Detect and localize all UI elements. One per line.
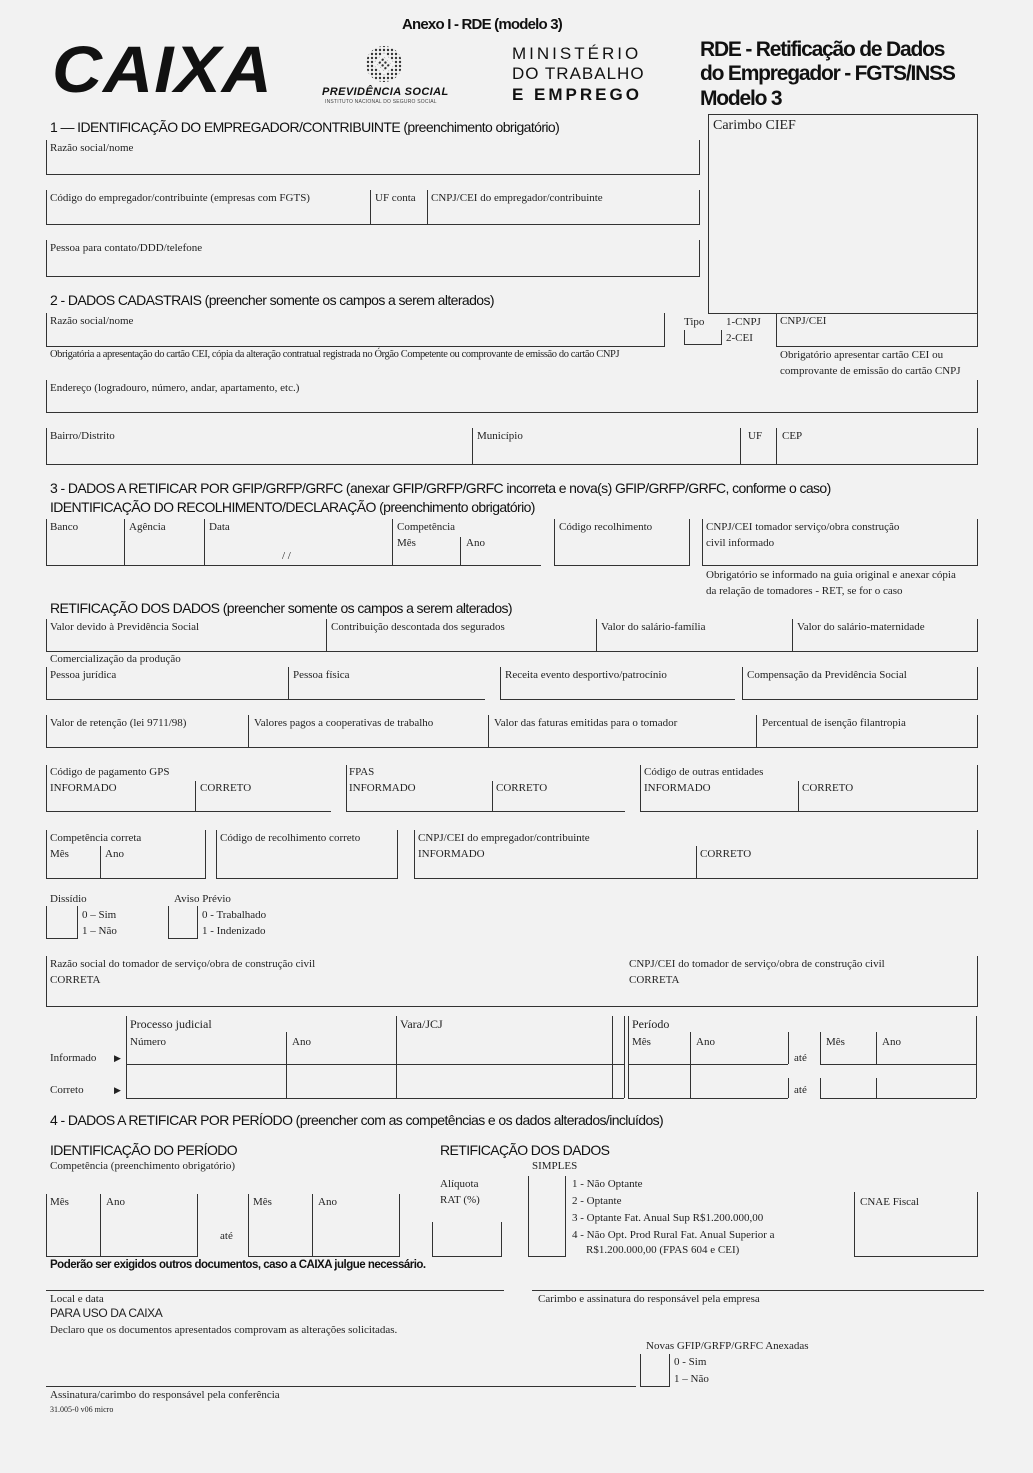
ministerio-line-3: E EMPREGO: [512, 85, 642, 104]
cnpj-cadastral-label: CNPJ/CEI: [780, 315, 827, 327]
comercializacao-label: Comercialização da produção: [50, 653, 181, 665]
periodo-ate-2: até: [794, 1084, 807, 1096]
codigo-recolhimento-label: Código recolhimento: [559, 521, 653, 533]
pessoa-fisica-label: Pessoa física: [293, 669, 350, 681]
periodo-mes-label: Mês: [632, 1036, 651, 1048]
divider: [776, 428, 777, 464]
tipo-field[interactable]: [684, 330, 722, 345]
divider: [690, 1032, 691, 1098]
novas-nao-label: 1 – Não: [674, 1373, 709, 1385]
processo-row-line: [126, 1064, 624, 1065]
pessoa-contato-label: Pessoa para contato/DDD/telefone: [50, 242, 203, 254]
periodo-label: Período: [632, 1017, 670, 1031]
form-code: 31.005-0 v06 micro: [50, 1405, 114, 1414]
aviso-previo-box[interactable]: [168, 906, 198, 939]
divider: [492, 781, 493, 811]
periodo-mes2-label: Mês: [826, 1036, 845, 1048]
simples-opt-4a: 4 - Não Opt. Prod Rural Fat. Anual Superior a: [572, 1229, 775, 1241]
pessoa-juridica-label: Pessoa jurídica: [50, 669, 117, 681]
faturas-label: Valor das faturas emitidas para o tomador: [494, 717, 678, 729]
cnpj-tomador-obra-label: CNPJ/CEI do tomador de serviço/obra de construção civil: [629, 958, 885, 970]
simples-box[interactable]: [528, 1176, 566, 1257]
periodo-row-line: [628, 1064, 788, 1065]
ministerio-line-2-text: DO TRABALHO: [512, 64, 645, 83]
tipo-2-label: 2-CEI: [726, 332, 753, 344]
municipio-label: Município: [477, 430, 523, 442]
divider: [788, 1032, 789, 1064]
razao-tomador-correta-label: CORRETA: [50, 974, 101, 986]
section-1-heading: 1 — IDENTIFICAÇÃO DO EMPREGADOR/CONTRIBUINTE (preenchimento obrigatório): [50, 119, 560, 135]
periodo-inicio-ano-label: Ano: [106, 1196, 125, 1208]
gps-informado-label: INFORMADO: [50, 782, 117, 794]
declaro-label: Declaro que os documentos apresentados comprovam as alterações solicitadas.: [50, 1324, 398, 1336]
previdencia-logo: PREVIDÊNCIA SOCIAL: [322, 86, 449, 98]
periodo-ano-label: Ano: [696, 1036, 715, 1048]
periodo-inicio-mes-label: Mês: [50, 1196, 69, 1208]
local-data-label: Local e data: [50, 1293, 104, 1305]
form-title-2: do Empregador - FGTS/INSS: [700, 62, 955, 85]
dissidio-nao-label: 1 – Não: [82, 925, 117, 937]
cnpj-tomador-label-2: civil informado: [706, 537, 775, 549]
cnpj-emp-correto-value-label: CORRETO: [700, 848, 752, 860]
informado-row-label: Informado: [50, 1052, 97, 1064]
divider: [628, 1016, 629, 1098]
fpas-label: FPAS: [349, 766, 375, 778]
assinatura-label: Assinatura/carimbo do responsável pela conferência: [50, 1389, 280, 1401]
simples-opt-1: 1 - Não Optante: [572, 1178, 643, 1190]
tipo-1-label: 1-CNPJ: [726, 316, 761, 328]
razao-tomador-label: Razão social do tomador de serviço/obra de construção civil: [50, 958, 316, 970]
periodo-row-line: [820, 1064, 976, 1065]
local-data-line: [46, 1290, 504, 1291]
gps-correto-label: CORRETO: [200, 782, 252, 794]
cod-rec-correto-label: Código de recolhimento correto: [220, 832, 361, 844]
annex-title: Anexo I - RDE (modelo 3): [402, 16, 562, 33]
divider: [740, 428, 741, 464]
data-slash: / /: [282, 550, 291, 562]
compensacao-label: Compensação da Previdência Social: [747, 669, 907, 681]
razao-social-cadastral-label: Razão social/nome: [50, 315, 134, 327]
novas-gfip-label: Novas GFIP/GRFP/GRFC Anexadas: [646, 1340, 809, 1352]
aviso-trabalhado-label: 0 - Trabalhado: [202, 909, 267, 921]
divider: [664, 313, 665, 346]
correto-row-label: Correto: [50, 1084, 84, 1096]
salario-familia-label: Valor do salário-família: [601, 621, 706, 633]
fpas-correto-label: CORRETO: [496, 782, 548, 794]
simples-opt-3: 3 - Optante Fat. Anual Sup R$1.200.000,00: [572, 1212, 764, 1224]
divider: [876, 1032, 877, 1064]
form-title-1: RDE - Retificação de Dados: [700, 38, 945, 61]
divider: [696, 846, 697, 878]
uf-conta-label: UF conta: [375, 192, 416, 204]
periodo-fim-ano-label: Ano: [318, 1196, 337, 1208]
obrigatoria-note: Obrigatória a apresentação do cartão CEI, cópia da alteração contratual registrada no Órgão Competente ou comprovante de emissão do cartão CNPJ: [50, 349, 620, 360]
gps-label: Código de pagamento GPS: [50, 766, 170, 778]
aviso-previo-label: Aviso Prévio: [174, 893, 231, 905]
vara-label: Vara/JCJ: [400, 1017, 443, 1031]
ministerio-line-2: [512, 64, 645, 83]
informado-arrow-icon: ▶: [114, 1053, 121, 1063]
cnpj-empregador-label: CNPJ/CEI do empregador/contribuinte: [431, 192, 603, 204]
tipo-label: Tipo: [684, 316, 705, 328]
divider: [472, 428, 473, 464]
competencia-label: Competência: [397, 521, 456, 533]
divider: [876, 1078, 877, 1098]
uso-caixa-label: PARA USO DA CAIXA: [50, 1306, 163, 1320]
previdencia-sub: INSTITUTO NACIONAL DO SEGURO SOCIAL: [325, 99, 437, 105]
divider: [788, 1078, 789, 1098]
periodo-ate-1: até: [794, 1052, 807, 1064]
divider: [798, 781, 799, 811]
identificacao-periodo-heading: IDENTIFICAÇÃO DO PERÍODO: [50, 1142, 238, 1158]
ministerio-line-1: MINISTÉRIO: [512, 44, 642, 63]
divider: [624, 1016, 625, 1098]
periodo-ate-label: até: [220, 1230, 233, 1242]
cep-label: CEP: [782, 430, 803, 442]
assinatura-line: [46, 1386, 636, 1387]
rat-label: RAT (%): [440, 1194, 480, 1206]
carimbo-resp-line: [532, 1290, 984, 1291]
percentual-label: Percentual de isenção filantropia: [762, 717, 906, 729]
divider: [195, 781, 196, 811]
documentos-notice: Poderão ser exigidos outros documentos, caso a CAIXA julgue necessário.: [50, 1259, 426, 1271]
periodo-row-line: [628, 1098, 788, 1099]
processo-grid[interactable]: [126, 1016, 977, 1098]
simples-label: SIMPLES: [532, 1160, 578, 1172]
competencia-ano-label: Ano: [466, 537, 485, 549]
divider: [976, 1016, 977, 1098]
divider: [286, 1032, 287, 1098]
valor-devido-label: Valor devido à Previdência Social: [50, 621, 200, 633]
codigo-empregador-label: Código do empregador/contribuinte (empresas com FGTS): [50, 192, 310, 204]
razao-social-cadastral-field[interactable]: [46, 313, 665, 347]
section-4-heading: 4 - DADOS A RETIFICAR POR PERÍODO (preencher com as competências e os dados alterados/incluídos): [50, 1112, 664, 1128]
carimbo-resp-label: Carimbo e assinatura do responsável pela empresa: [538, 1293, 760, 1305]
divider: [396, 1016, 397, 1098]
divider: [100, 846, 101, 878]
carimbo-cief-label: Carimbo CIEF: [713, 118, 796, 133]
data-field[interactable]: [204, 519, 393, 566]
tomador-obrig-note-2: da relação de tomadores - RET, se for o caso: [706, 585, 903, 597]
endereco-label: Endereço (logradouro, número, andar, apartamento, etc.): [50, 382, 300, 394]
razao-social-field[interactable]: [46, 140, 700, 175]
processo-label: Processo judicial: [130, 1017, 212, 1031]
previdencia-emblem-icon: [362, 44, 406, 84]
competencia-mes-label: Mês: [397, 537, 416, 549]
section-2-heading: 2 - DADOS CADASTRAIS (preencher somente os campos a serem alterados): [50, 292, 494, 308]
agencia-label: Agência: [129, 521, 166, 533]
fpas-informado-label: INFORMADO: [349, 782, 416, 794]
comp-correta-mes-label: Mês: [50, 848, 69, 860]
periodo-ano2-label: Ano: [882, 1036, 901, 1048]
outras-label: Código de outras entidades: [644, 766, 764, 778]
cooperativas-label: Valores pagos a cooperativas de trabalho: [254, 717, 434, 729]
novas-sim-label: 0 - Sim: [674, 1356, 707, 1368]
simples-opt-4b: R$1.200.000,00 (FPAS 604 e CEI): [586, 1244, 740, 1256]
obrigatorio-cei-note-1: Obrigatório apresentar cartão CEI ou: [780, 349, 944, 361]
aliquota-label: Alíquota: [440, 1178, 479, 1190]
receita-label: Receita evento desportivo/patrocínio: [505, 669, 667, 681]
comp-correta-ano-label: Ano: [105, 848, 124, 860]
dissidio-box[interactable]: [46, 906, 78, 939]
divider: [460, 537, 461, 565]
outras-informado-label: INFORMADO: [644, 782, 711, 794]
identificacao-recolhimento-heading: IDENTIFICAÇÃO DO RECOLHIMENTO/DECLARAÇÃO (preenchimento obrigatório): [50, 499, 535, 515]
correto-arrow-icon: ▶: [114, 1085, 121, 1095]
simples-opt-2: 2 - Optante: [572, 1195, 622, 1207]
bairro-label: Bairro/Distrito: [50, 430, 115, 442]
novas-gfip-box[interactable]: [640, 1354, 670, 1387]
form-title-3: Modelo 3: [700, 87, 782, 110]
divider: [312, 1194, 313, 1256]
rat-field[interactable]: [432, 1222, 502, 1257]
divider: [427, 190, 428, 224]
divider: [612, 1016, 613, 1098]
periodo-row-line: [820, 1098, 976, 1099]
outras-correto-label: CORRETO: [802, 782, 854, 794]
dissidio-label: Dissídio: [50, 893, 87, 905]
retencao-label: Valor de retenção (lei 9711/98): [50, 717, 187, 729]
comp-correta-label: Competência correta: [50, 832, 142, 844]
section-3-heading: 3 - DADOS A RETIFICAR POR GFIP/GRFP/GRFC (anexar GFIP/GRFP/GRFC incorreta e nova(s) GFIP/GRFP/GRFC, conforme o caso): [50, 480, 831, 496]
divider: [100, 1194, 101, 1256]
cnpj-tomador-obra-correta-label: CORRETA: [629, 974, 680, 986]
competencia-obrig-label: Competência (preenchimento obrigatório): [50, 1160, 236, 1172]
caixa-logo: CAIXA: [52, 32, 273, 106]
cnpj-tomador-label-1: CNPJ/CEI tomador serviço/obra construção: [706, 521, 900, 533]
divider: [370, 190, 371, 224]
obrigatorio-cei-note-2: comprovante de emissão do cartão CNPJ: [780, 365, 961, 377]
periodo-fim-mes-label: Mês: [253, 1196, 272, 1208]
processo-ano-label: Ano: [292, 1036, 311, 1048]
salario-maternidade-label: Valor do salário-maternidade: [797, 621, 925, 633]
divider: [820, 1032, 821, 1064]
cnpj-emp-correto-label: CNPJ/CEI do empregador/contribuinte: [418, 832, 590, 844]
retificacao-dados-heading: RETIFICAÇÃO DOS DADOS (preencher somente os campos a serem alterados): [50, 600, 512, 616]
banco-label: Banco: [50, 521, 79, 533]
dissidio-sim-label: 0 – Sim: [82, 909, 117, 921]
cnpj-emp-informado-label: INFORMADO: [418, 848, 485, 860]
contribuicao-label: Contribuição descontada dos segurados: [331, 621, 505, 633]
data-label: Data: [209, 521, 230, 533]
processo-numero-label: Número: [130, 1036, 167, 1048]
aviso-indenizado-label: 1 - Indenizado: [202, 925, 266, 937]
carimbo-cief-box[interactable]: [708, 114, 978, 314]
divider: [820, 1078, 821, 1098]
cnae-label: CNAE Fiscal: [860, 1196, 919, 1208]
razao-social-label: Razão social/nome: [50, 142, 134, 154]
tomador-obrig-note-1: Obrigatório se informado na guia original e anexar cópia: [706, 569, 956, 581]
uf-label: UF: [748, 430, 763, 442]
retificacao-s4-heading: RETIFICAÇÃO DOS DADOS: [440, 1142, 610, 1158]
processo-row-line: [126, 1098, 624, 1099]
